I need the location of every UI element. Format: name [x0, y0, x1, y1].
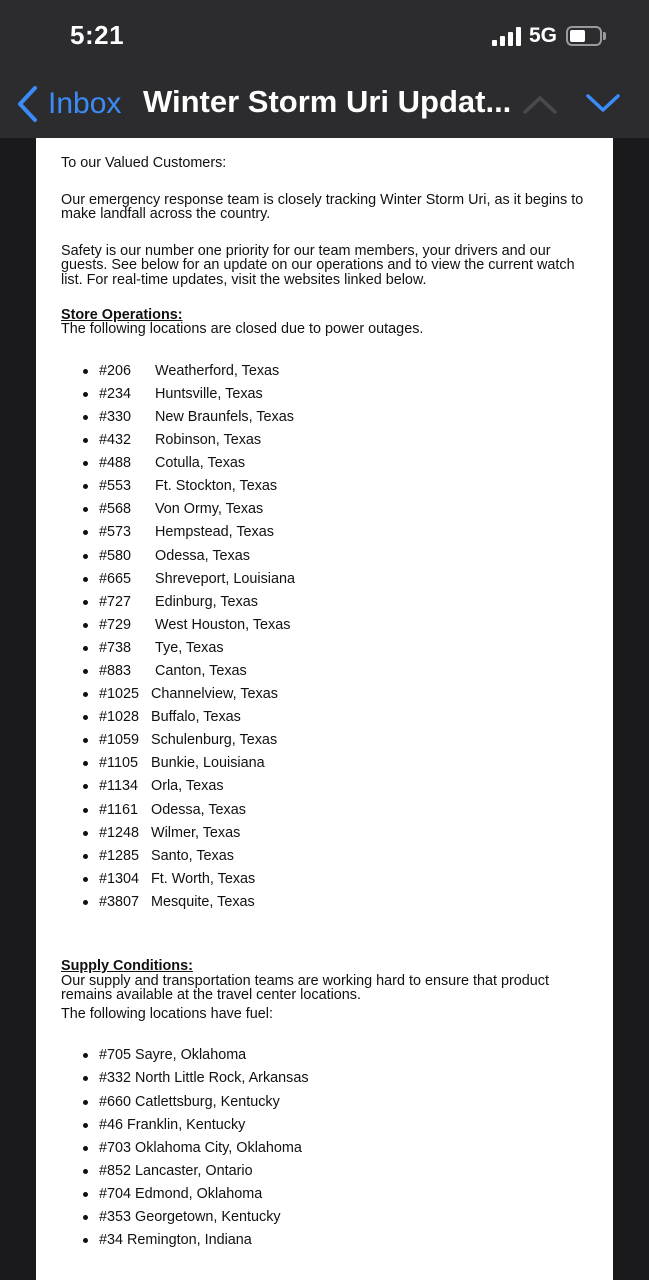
store-number: #883	[99, 662, 132, 679]
store-location: Huntsville, Texas	[155, 385, 263, 402]
store-number: #738	[99, 639, 132, 656]
closed-store-item	[61, 710, 591, 733]
store-location: Weatherford, Texas	[155, 362, 280, 379]
store-location: Ft. Worth, Texas	[151, 870, 256, 887]
store-number: #1248	[99, 824, 140, 841]
store-number: #1025	[99, 686, 140, 703]
store-location: Odessa, Texas	[151, 801, 246, 818]
store-location: Von Ormy, Texas	[155, 501, 264, 518]
closed-store-item	[61, 826, 591, 849]
supply-conditions-heading: Supply Conditions:	[61, 958, 193, 974]
store-number: #488	[99, 455, 132, 472]
fuel-location-item: #703 Oklahoma City, Oklahoma	[61, 1141, 591, 1164]
store-number: #1059	[99, 732, 140, 749]
store-number: #1285	[99, 847, 140, 864]
closed-stores-list	[61, 364, 591, 918]
chevron-down-icon	[585, 90, 621, 118]
store-number: #432	[99, 432, 132, 449]
store-number: #573	[99, 524, 132, 541]
closed-store-item	[61, 549, 591, 572]
store-number: #1304	[99, 870, 140, 887]
store-location: New Braunfels, Texas	[155, 408, 294, 425]
store-location: Santo, Texas	[151, 847, 234, 864]
store-location: Schulenburg, Texas	[151, 732, 278, 749]
intro-paragraph: Our emergency response team is closely tracking Winter Storm Uri, as it begins to make landfall across the country.	[61, 191, 584, 223]
store-number: #1134	[99, 778, 138, 795]
store-number: #553	[99, 478, 132, 495]
store-number: #1028	[99, 709, 140, 726]
store-operations-text: The following locations are closed due to power outages.	[61, 321, 424, 338]
store-location: Cotulla, Texas	[155, 455, 246, 472]
fuel-location-item: #852 Lancaster, Ontario	[61, 1164, 591, 1187]
store-location: Edinburg, Texas	[155, 593, 258, 610]
network-type: 5G	[529, 24, 558, 47]
closed-store-item	[61, 664, 591, 687]
closed-store-item	[61, 849, 591, 872]
store-location: Tye, Texas	[155, 639, 224, 656]
fuel-location-item: #46 Franklin, Kentucky	[61, 1118, 591, 1141]
store-location: Shreveport, Louisiana	[155, 570, 295, 587]
store-number: #665	[99, 570, 132, 587]
closed-store-item	[61, 572, 591, 595]
previous-message-button[interactable]	[522, 90, 558, 118]
store-location: Ft. Stockton, Texas	[155, 478, 278, 495]
store-number: #3807	[99, 893, 140, 910]
supply-conditions-text: Our supply and transportation teams are working hard to ensure that product remains available at the travel center locations.	[61, 972, 549, 1004]
margin-left	[0, 138, 36, 1280]
fuel-location-item: #353 Georgetown, Kentucky	[61, 1210, 591, 1233]
status-bar	[0, 0, 649, 70]
status-time: 5:21	[70, 20, 125, 50]
closed-store-item	[61, 456, 591, 479]
store-location: Canton, Texas	[155, 662, 247, 679]
closed-store-item	[61, 687, 591, 710]
store-location: Wilmer, Texas	[151, 824, 241, 841]
fuel-location-item: #332 North Little Rock, Arkansas	[61, 1071, 591, 1094]
store-location: Mesquite, Texas	[151, 893, 255, 910]
next-message-button[interactable]	[585, 90, 621, 118]
closed-store-item	[61, 618, 591, 641]
fuel-location-item: #660 Catlettsburg, Kentucky	[61, 1095, 591, 1118]
closed-store-item	[61, 502, 591, 525]
closed-store-item	[61, 595, 591, 618]
store-operations-heading: Store Operations:	[61, 306, 183, 323]
margin-right	[613, 138, 649, 1280]
mail-nav-bar	[0, 70, 649, 138]
chevron-up-icon	[522, 90, 558, 118]
closed-store-item	[61, 641, 591, 664]
closed-store-item	[61, 479, 591, 502]
closed-store-item	[61, 525, 591, 548]
greeting: To our Valued Customers:	[61, 155, 227, 171]
safety-paragraph: Safety is our number one priority for our team members, your drivers and our guests. See below for an update on our operations and to view the current watch list. For real-time updates, visit the websites linked below.	[61, 242, 575, 288]
store-location: Orla, Texas	[151, 778, 224, 795]
closed-store-item	[61, 779, 591, 802]
chevron-left-icon	[16, 85, 38, 123]
store-location: Robinson, Texas	[155, 432, 262, 449]
fuel-location-item: #704 Edmond, Oklahoma	[61, 1187, 591, 1210]
store-number: #580	[99, 547, 132, 564]
closed-store-item	[61, 756, 591, 779]
email-subject: Winter Storm Uri Updat...	[143, 84, 512, 119]
store-number: #206	[99, 362, 132, 379]
battery-icon	[566, 26, 602, 46]
store-location: Hempstead, Texas	[155, 524, 274, 541]
email-content	[61, 156, 591, 1256]
closed-store-item	[61, 364, 591, 387]
back-to-inbox-button[interactable]	[16, 82, 121, 126]
closed-store-item	[61, 803, 591, 826]
back-label: Inbox	[48, 87, 122, 120]
store-location: West Houston, Texas	[155, 616, 291, 633]
store-number: #729	[99, 616, 132, 633]
store-number: #234	[99, 385, 132, 402]
store-location: Odessa, Texas	[155, 547, 250, 564]
store-number: #1161	[99, 801, 138, 818]
fuel-locations-list	[61, 1048, 591, 1256]
store-location: Channelview, Texas	[151, 686, 278, 703]
store-number: #568	[99, 501, 132, 518]
closed-store-item	[61, 433, 591, 456]
closed-store-item	[61, 410, 591, 433]
closed-store-item	[61, 733, 591, 756]
store-location: Buffalo, Texas	[151, 709, 241, 726]
closed-store-item	[61, 895, 591, 918]
email-body[interactable]	[36, 138, 613, 1280]
fuel-location-item: #705 Sayre, Oklahoma	[61, 1048, 591, 1071]
store-location: Bunkie, Louisiana	[151, 755, 265, 772]
store-number: #727	[99, 593, 132, 610]
store-number: #330	[99, 408, 132, 425]
fuel-location-item: #34 Remington, Indiana	[61, 1233, 591, 1256]
signal-icon	[492, 27, 522, 46]
closed-store-item	[61, 872, 591, 895]
fuel-locations-label: The following locations have fuel:	[61, 1005, 273, 1022]
closed-store-item	[61, 387, 591, 410]
store-number: #1105	[99, 755, 138, 772]
